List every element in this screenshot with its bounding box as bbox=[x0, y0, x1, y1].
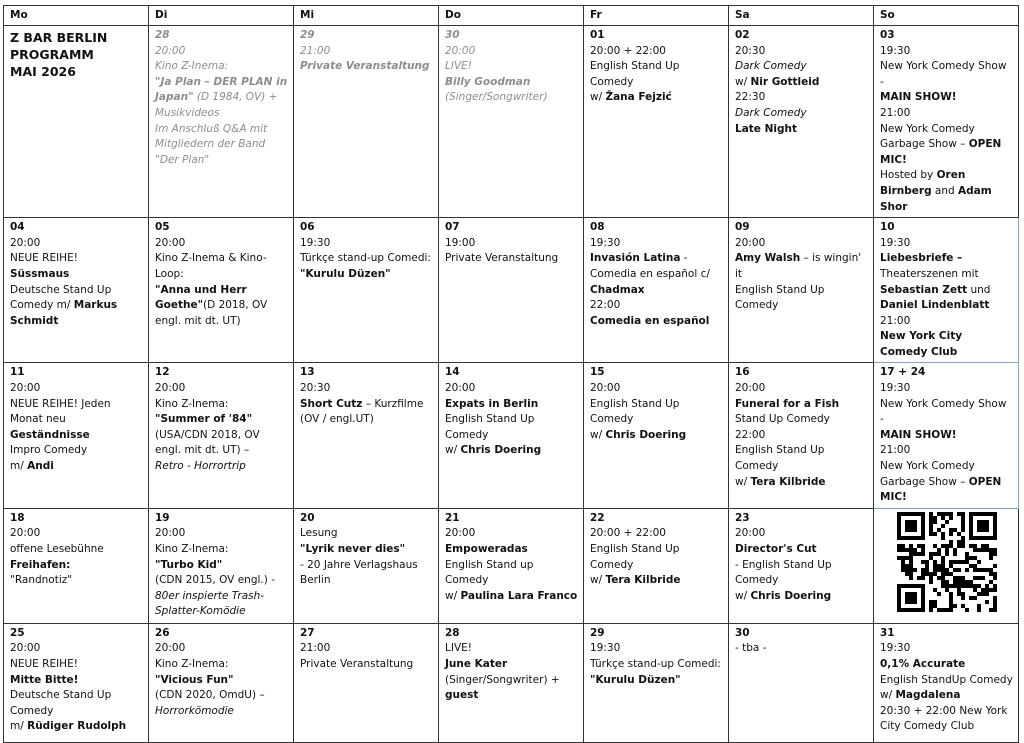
event-text-part: Tera Kilbride bbox=[750, 475, 826, 488]
event-text-part: Chris Doering bbox=[605, 428, 687, 441]
day-cell bbox=[4, 218, 149, 363]
day-number: 30 bbox=[735, 626, 750, 639]
day-cell bbox=[294, 26, 439, 218]
event-text bbox=[590, 251, 723, 298]
day-cell bbox=[4, 363, 149, 508]
event-text-part: - Comedia en español c/ bbox=[590, 252, 710, 280]
event-text: Horrorkömodie bbox=[155, 704, 234, 717]
event-text: English Stand Up Comedy bbox=[735, 283, 825, 312]
event-text: Empoweradas bbox=[445, 543, 528, 555]
day-cell bbox=[4, 508, 149, 623]
event-text: 22:00 bbox=[735, 428, 766, 441]
event-text: Impro Comedy bbox=[10, 444, 88, 457]
event-text-part: w/ bbox=[735, 475, 751, 488]
event-text: Dark Comedy bbox=[735, 60, 807, 73]
day-number: 22 bbox=[590, 511, 605, 524]
event-text-part: OPEN MIC! bbox=[880, 138, 1002, 166]
event-text: Funeral for a Fish bbox=[735, 397, 840, 410]
day-cell bbox=[439, 363, 584, 508]
day-cell bbox=[729, 26, 874, 218]
event-text: LIVE! bbox=[445, 642, 472, 655]
event-text-part: Amy Walsh bbox=[735, 252, 801, 265]
event-text: 20:30 + 22:00 New York City Comedy Club bbox=[880, 704, 1008, 733]
weekday-header-do: Do bbox=[439, 6, 584, 26]
event-text bbox=[590, 573, 723, 589]
event-text: English Stand up Comedy bbox=[445, 558, 534, 587]
week-row bbox=[4, 623, 1019, 742]
day-number: 02 bbox=[735, 29, 750, 41]
weekday-header-sa: Sa bbox=[729, 6, 874, 26]
event-text-part: w/ bbox=[445, 589, 461, 602]
event-text-part: "Anna und Herr Goethe" bbox=[155, 283, 247, 312]
event-text-part: m/ bbox=[10, 460, 28, 473]
week-row bbox=[4, 363, 1019, 508]
event-text: NEUE REIHE! bbox=[10, 252, 78, 265]
event-text-part: Deutsche Stand Up Comedy m/ bbox=[10, 283, 112, 312]
day-cell bbox=[584, 363, 729, 508]
day-number: 01 bbox=[590, 29, 605, 41]
event-text: 21:00 bbox=[880, 314, 911, 327]
day-cell bbox=[729, 623, 874, 742]
event-text-part: – is wingin' it bbox=[735, 252, 862, 280]
day-number: 29 bbox=[300, 29, 315, 41]
event-text-part: (D 2018, OV engl. mit dt. UT) bbox=[155, 299, 268, 327]
event-text: 20:00 bbox=[155, 527, 186, 540]
event-text-part: Nir Gottleid bbox=[750, 75, 820, 88]
event-text: 19:30 bbox=[590, 236, 621, 249]
event-text bbox=[10, 459, 143, 475]
weekday-header-mi: Mi bbox=[294, 6, 439, 26]
event-text: NEUE REIHE! bbox=[10, 658, 78, 670]
event-text: 20:00 bbox=[590, 382, 621, 395]
day-cell bbox=[874, 26, 1019, 218]
event-text bbox=[735, 75, 868, 91]
event-text-part: w/ bbox=[880, 689, 896, 702]
event-text bbox=[10, 719, 143, 735]
event-text: Director's Cut bbox=[735, 543, 817, 555]
event-text-part: Magdalena bbox=[895, 689, 961, 702]
event-text: Süssmaus bbox=[10, 267, 70, 280]
day-cell bbox=[584, 623, 729, 742]
program-table bbox=[3, 5, 1019, 743]
event-text: English StandUp Comedy bbox=[880, 673, 1013, 686]
event-text: 21:00 bbox=[300, 642, 331, 655]
day-number: 03 bbox=[880, 29, 895, 41]
event-text: - tba - bbox=[735, 642, 767, 655]
event-text: 22:00 bbox=[590, 299, 621, 312]
day-number: 14 bbox=[445, 366, 460, 379]
event-text-part: (Singer/Songwriter) + bbox=[445, 673, 560, 686]
event-text bbox=[445, 443, 578, 459]
event-text: Dark Comedy bbox=[735, 106, 807, 119]
event-text-part: w/ bbox=[590, 428, 606, 441]
event-text: Private Veranstaltung bbox=[445, 252, 559, 265]
event-text: MAIN SHOW! bbox=[880, 91, 957, 104]
event-text: Deutsche Stand Up Comedy bbox=[10, 689, 112, 717]
day-cell bbox=[294, 363, 439, 508]
event-text: "Kurulu Düzen" bbox=[300, 267, 391, 280]
event-text bbox=[880, 459, 1013, 506]
weekday-header-row bbox=[4, 6, 1019, 26]
day-cell bbox=[729, 363, 874, 508]
day-number: 05 bbox=[155, 221, 170, 234]
event-text: Retro - Horrortrip bbox=[155, 460, 246, 473]
event-text-part: Markus Schmidt bbox=[10, 299, 118, 327]
event-text: 19:00 bbox=[445, 236, 476, 249]
event-text bbox=[735, 251, 868, 282]
event-text-part: June Kater bbox=[445, 658, 508, 670]
event-text: 20:00 bbox=[445, 527, 476, 540]
event-text: Lesung bbox=[300, 527, 338, 540]
event-text bbox=[445, 657, 578, 704]
event-text bbox=[590, 90, 723, 106]
day-number: 23 bbox=[735, 511, 750, 524]
day-cell bbox=[439, 218, 584, 363]
event-text-part: Paulina Lara Franco bbox=[460, 589, 578, 602]
event-text: Im Anschluß Q&A mit Mitgliedern der Band "Der Plan" bbox=[155, 122, 268, 166]
day-cell bbox=[294, 623, 439, 742]
event-text-part: OPEN MIC! bbox=[880, 475, 1002, 504]
day-number: 20 bbox=[300, 511, 315, 524]
event-text: (Singer/Songwriter) bbox=[445, 91, 548, 104]
day-number: 30 bbox=[445, 29, 460, 41]
event-text-part: w/ bbox=[735, 589, 751, 602]
event-text: Billy Goodman bbox=[445, 75, 531, 88]
event-text: - 20 Jahre Verlagshaus Berlin bbox=[300, 558, 418, 587]
event-text-part: (D 1984, OV) + Musikvideos bbox=[155, 91, 278, 119]
event-text: Türkçe stand-up Comedi: bbox=[300, 252, 431, 265]
event-text: 19:30 bbox=[880, 642, 911, 655]
week-row bbox=[4, 26, 1019, 218]
event-text: "Randnotiz" bbox=[10, 574, 73, 587]
day-cell bbox=[294, 508, 439, 623]
event-text-part: w/ bbox=[445, 444, 461, 457]
event-text-part: Hosted by bbox=[880, 169, 937, 182]
event-text-part: "Ja Plan – DER PLAN in Japan" bbox=[155, 75, 288, 104]
day-cell bbox=[149, 623, 294, 742]
event-text bbox=[155, 75, 288, 122]
event-text-part: Sebastian Zett bbox=[880, 283, 968, 296]
event-text-part: Theaterszenen mit bbox=[880, 267, 979, 280]
event-text-part: w/ bbox=[735, 75, 751, 88]
event-text: 20:00 bbox=[735, 236, 766, 249]
weekday-header-fr: Fr bbox=[584, 6, 729, 26]
weekday-header-so: So bbox=[874, 6, 1019, 26]
event-text: "Turbo Kid" bbox=[155, 558, 223, 571]
event-text bbox=[590, 428, 723, 444]
event-text: New York Comedy Show - bbox=[880, 397, 1007, 426]
program-title-line: PROGRAMM bbox=[10, 47, 94, 62]
day-number: 13 bbox=[300, 366, 315, 379]
event-text-part: – Kurzfilme (OV / engl.UT) bbox=[300, 397, 424, 426]
event-text: 21:00 bbox=[880, 106, 911, 119]
event-text: 21:00 bbox=[300, 44, 331, 57]
day-number: 17 + 24 bbox=[880, 366, 926, 379]
day-number: 25 bbox=[10, 626, 25, 639]
event-text: New York City Comedy Club bbox=[880, 330, 963, 358]
day-number: 18 bbox=[10, 511, 25, 524]
event-text: 22:30 bbox=[735, 91, 766, 104]
event-text: MAIN SHOW! bbox=[880, 428, 957, 441]
event-text: 19:30 bbox=[590, 642, 621, 655]
event-text bbox=[735, 589, 868, 605]
event-text: English Stand Up Comedy bbox=[735, 444, 825, 473]
event-text: 19:30 bbox=[880, 236, 911, 249]
day-cell bbox=[149, 508, 294, 623]
event-text: Late Night bbox=[735, 122, 797, 135]
event-text-part: Chris Doering bbox=[460, 444, 542, 457]
event-text: - English Stand Up Comedy bbox=[735, 558, 832, 587]
event-text: Kino Z-Inema: bbox=[155, 397, 229, 410]
event-text: Private Veranstaltung bbox=[300, 60, 430, 73]
event-text-part: Chadmax bbox=[590, 283, 645, 296]
event-text: English Stand Up Comedy bbox=[590, 60, 680, 88]
event-text: Expats in Berlin bbox=[445, 397, 539, 410]
event-text: NEUE REIHE! Jeden Monat neu bbox=[10, 397, 111, 426]
event-text-part: New York Comedy Garbage Show – bbox=[880, 460, 975, 488]
event-text: 20:00 bbox=[155, 642, 186, 655]
event-text-part: w/ bbox=[590, 91, 606, 104]
event-text bbox=[880, 688, 1013, 704]
event-text: 20:00 bbox=[155, 44, 186, 57]
week-row bbox=[4, 508, 1019, 623]
event-text: Kino Z-Inema: bbox=[155, 60, 229, 73]
event-text bbox=[300, 397, 433, 428]
event-text: English Stand Up Comedy bbox=[590, 543, 680, 571]
event-text-part: Andi bbox=[27, 460, 54, 473]
event-text-part: Rüdiger Rudolph bbox=[27, 720, 127, 733]
day-cell bbox=[874, 218, 1019, 363]
day-cell bbox=[439, 26, 584, 218]
qr-code-icon bbox=[897, 512, 997, 612]
event-text: 20:00 bbox=[10, 236, 41, 249]
day-cell bbox=[439, 623, 584, 742]
event-text: 20:00 + 22:00 bbox=[590, 527, 666, 540]
day-cell bbox=[874, 363, 1019, 508]
event-text: English Stand Up Comedy bbox=[445, 413, 535, 441]
day-cell bbox=[4, 623, 149, 742]
event-text-part: Daniel Lindenblatt bbox=[880, 299, 990, 312]
event-text: Private Veranstaltung bbox=[300, 658, 414, 670]
day-number: 31 bbox=[880, 626, 895, 639]
day-number: 08 bbox=[590, 221, 605, 234]
event-text-part: "Summer of '84" bbox=[155, 413, 253, 426]
event-text: New York Comedy Show - bbox=[880, 60, 1007, 88]
day-number: 04 bbox=[10, 221, 25, 234]
day-number: 21 bbox=[445, 511, 460, 524]
event-text: 19:30 bbox=[300, 236, 331, 249]
event-text: 80er inspierte Trash-Splatter-Komödie bbox=[155, 589, 265, 618]
qr-code-cell bbox=[874, 508, 1019, 623]
event-text bbox=[155, 412, 288, 459]
day-cell bbox=[149, 26, 294, 218]
day-cell bbox=[584, 218, 729, 363]
day-number: 29 bbox=[590, 626, 605, 639]
event-text: Mitte Bitte! bbox=[10, 673, 79, 686]
event-text: Stand Up Comedy bbox=[735, 413, 830, 426]
event-text-part: Žana Fejzić bbox=[605, 91, 672, 104]
event-text-part: Oren Birnberg bbox=[880, 169, 966, 197]
day-number: 19 bbox=[155, 511, 170, 524]
event-text-part: guest bbox=[445, 689, 479, 702]
day-cell bbox=[729, 218, 874, 363]
event-text bbox=[880, 122, 1013, 169]
event-text: Kino Z-Inema & Kino-Loop: bbox=[155, 252, 267, 280]
event-text: 0,1% Accurate bbox=[880, 658, 966, 670]
event-text: Geständnisse bbox=[10, 428, 90, 441]
event-text-part: Adam Shor bbox=[880, 184, 992, 213]
day-number: 26 bbox=[155, 626, 170, 639]
event-text-part: und bbox=[967, 283, 991, 296]
day-number: 27 bbox=[300, 626, 315, 639]
event-text: 20:00 bbox=[735, 527, 766, 540]
event-text bbox=[445, 589, 578, 605]
event-text: 20:30 bbox=[300, 382, 331, 395]
event-text: "Kurulu Düzen" bbox=[590, 673, 681, 686]
event-text bbox=[10, 283, 143, 330]
event-text bbox=[155, 283, 288, 330]
event-text: 19:30 bbox=[880, 382, 911, 395]
event-text: 20:00 bbox=[155, 382, 186, 395]
event-text: offene Lesebühne bbox=[10, 543, 104, 555]
event-text-part: w/ bbox=[590, 574, 606, 587]
program-title-line: MAI 2026 bbox=[10, 64, 76, 79]
event-text-part: Tera Kilbride bbox=[605, 574, 681, 587]
event-text-part: m/ bbox=[10, 720, 28, 733]
event-text: 20:30 bbox=[735, 44, 766, 57]
day-number: 15 bbox=[590, 366, 605, 379]
event-text-part: Invasión Latina bbox=[590, 252, 681, 265]
event-text-part: (USA/CDN 2018, OV engl. mit dt. UT) – bbox=[155, 428, 260, 457]
event-text bbox=[880, 168, 1013, 215]
event-text: LIVE! bbox=[445, 60, 472, 73]
day-cell bbox=[149, 218, 294, 363]
event-text: 20:00 bbox=[155, 236, 186, 249]
day-number: 28 bbox=[445, 626, 460, 639]
event-text: Freihafen: bbox=[10, 558, 71, 571]
event-text: 21:00 bbox=[880, 444, 911, 457]
event-text: Kino Z-Inema: bbox=[155, 543, 229, 555]
event-text: 20:00 bbox=[10, 527, 41, 540]
calendar-grid bbox=[3, 5, 1019, 743]
day-cell bbox=[874, 623, 1019, 742]
day-number: 11 bbox=[10, 366, 25, 379]
event-text: 20:00 bbox=[10, 382, 41, 395]
day-cell bbox=[294, 218, 439, 363]
week-row bbox=[4, 218, 1019, 363]
event-text: (CDN 2020, OmdU) – bbox=[155, 689, 265, 702]
event-text bbox=[735, 475, 868, 491]
day-number: 16 bbox=[735, 366, 750, 379]
event-text-part: New York Comedy Garbage Show – bbox=[880, 122, 975, 151]
day-cell bbox=[584, 26, 729, 218]
event-text: 20:00 bbox=[10, 642, 41, 655]
event-text: 20:00 bbox=[735, 382, 766, 395]
event-text-part: Liebesbriefe – bbox=[880, 252, 963, 265]
program-title-cell bbox=[4, 26, 149, 218]
weekday-header-di: Di bbox=[149, 6, 294, 26]
event-text: 20:00 + 22:00 bbox=[590, 44, 666, 57]
day-number: 07 bbox=[445, 221, 460, 234]
day-number: 12 bbox=[155, 366, 170, 379]
day-number: 28 bbox=[155, 29, 170, 41]
day-number: 09 bbox=[735, 221, 750, 234]
event-text: "Vicious Fun" bbox=[155, 673, 234, 686]
day-number: 06 bbox=[300, 221, 315, 234]
day-cell bbox=[729, 508, 874, 623]
event-text: 19:30 bbox=[880, 44, 911, 57]
day-cell bbox=[439, 508, 584, 623]
program-title-line: Z BAR BERLIN bbox=[10, 30, 108, 45]
event-text: English Stand Up Comedy bbox=[590, 397, 680, 426]
event-text: Kino Z-Inema: bbox=[155, 658, 229, 670]
day-number: 10 bbox=[880, 221, 895, 234]
event-text-part: Chris Doering bbox=[750, 589, 832, 602]
event-text: Comedia en español bbox=[590, 314, 710, 327]
event-text-part: Short Cutz bbox=[300, 397, 363, 410]
day-cell bbox=[584, 508, 729, 623]
event-text: 20:00 bbox=[445, 44, 476, 57]
event-text bbox=[880, 251, 1013, 313]
event-text-part: and bbox=[931, 184, 959, 197]
event-text: 20:00 bbox=[445, 382, 476, 395]
weekday-header-mo: Mo bbox=[4, 6, 149, 26]
day-cell bbox=[149, 363, 294, 508]
event-text: "Lyrik never dies" bbox=[300, 543, 406, 555]
event-text: (CDN 2015, OV engl.) - bbox=[155, 574, 275, 587]
event-text: Türkçe stand-up Comedi: bbox=[590, 658, 721, 670]
